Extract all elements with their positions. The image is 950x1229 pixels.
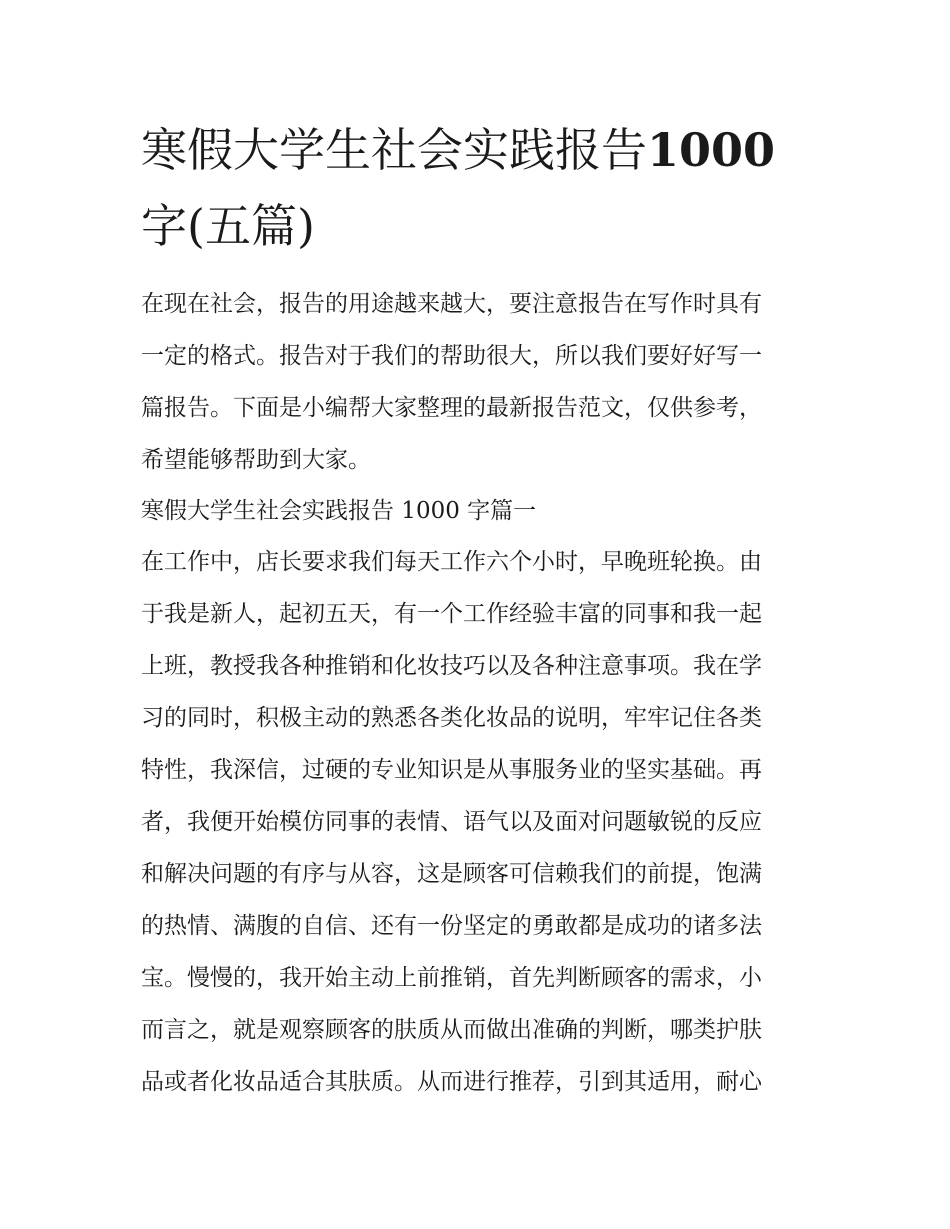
title-text: 寒假大学生社会实践报告 <box>141 123 647 177</box>
title-suffix: 字(五篇) <box>141 199 315 253</box>
title-number: 1000 <box>647 123 776 177</box>
body-paragraph: 在工作中，店长要求我们每天工作六个小时，早晚班轮换。由 于我是新人，起初五天，有一个工作经验丰富的同事和我一起 上班，教授我各种推销和化妆技巧以及各种注意事项。我在学 习的同时，积极主动的熟悉各类化妆品的说明，牢牢记住各类 特性，我深信，过硬的专业知识是从事服务业的坚实基础。再 者，我便开始模仿同事的表情、语气以及面对问题敏锐的反应 和解决问题的有序与从容，这是顾客可信赖我们的前提，饱满 的热情、满腹的自信、还有一份坚定的勇敢都是成功的诸多法 宝。慢慢的，我开始主动上前推销，首先判断顾客的需求，小 而言之，就是观察顾客的肤质从而做出准确的判断，哪类护肤 品或者化妆品适合其肤质。从而进行推荐，引到其适用，耐心 <box>141 549 762 1095</box>
section-heading: 寒假大学生社会实践报告 1000 字篇一 <box>141 498 537 524</box>
document-title <box>141 112 821 264</box>
document-content <box>141 278 813 1108</box>
intro-paragraph: 在现在社会，报告的用途越来越大，要注意报告在写作时具有 一定的格式。报告对于我们的帮助很大，所以我们要好好写一 篇报告。下面是小编帮大家整理的最新报告范文，仅供参考， 希望能够帮助到大家。 <box>141 291 762 473</box>
